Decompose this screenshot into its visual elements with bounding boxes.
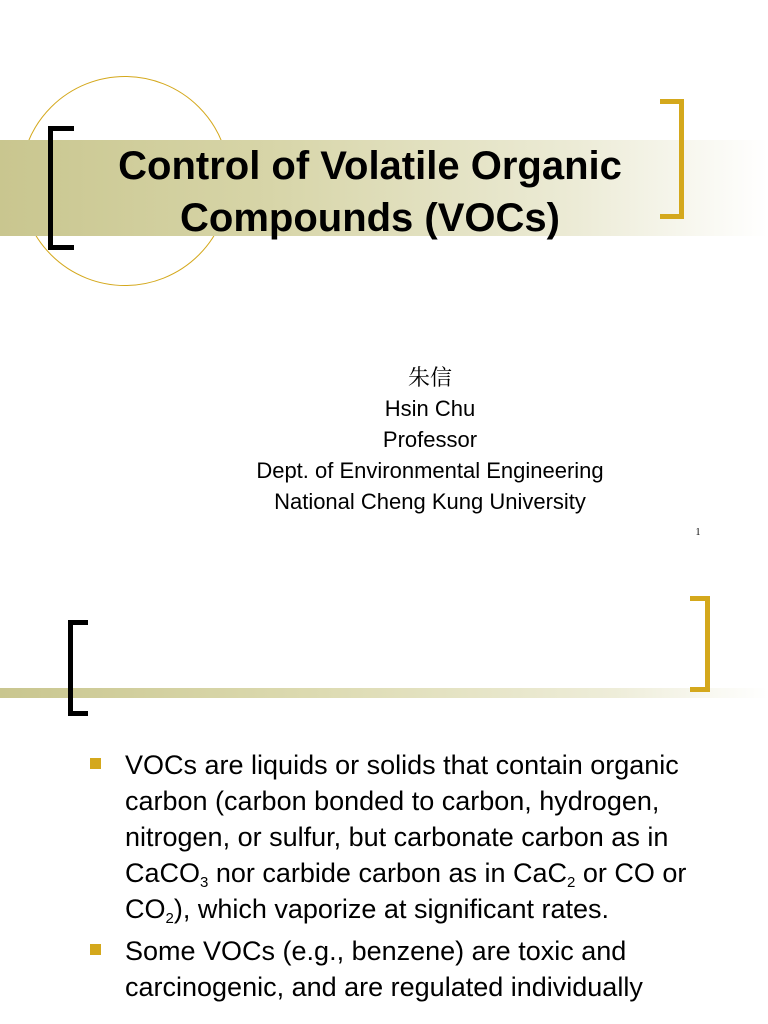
department: Dept. of Environmental Engineering <box>256 458 604 483</box>
square-bullet-icon <box>90 758 101 769</box>
content-slide <box>0 560 768 1024</box>
university: National Cheng Kung University <box>274 489 586 514</box>
left-bracket-decoration <box>68 620 88 716</box>
page-number: 1 <box>695 527 701 538</box>
title-line-2: Compounds (VOCs) <box>180 196 560 240</box>
author-title: Professor <box>382 427 478 452</box>
bullet-text: Some VOCs (e.g., benzene) are toxic and carcinogenic, and are regulated individually <box>125 936 643 1002</box>
bullet-item <box>86 747 726 927</box>
header-band <box>0 688 768 698</box>
author-block <box>180 362 680 517</box>
bullet-list <box>86 747 726 1011</box>
bullet-item <box>86 933 726 1005</box>
author-chinese-name: 朱信 <box>407 365 452 390</box>
square-bullet-icon <box>90 944 101 955</box>
title-line-1: Control of Volatile Organic <box>118 144 622 188</box>
author-name: Hsin Chu <box>384 396 476 421</box>
slide-title <box>70 140 670 244</box>
bullet-text: VOCs are liquids or solids that contain organic carbon (carbon bonded to carbon, hydrogen, nitrogen, or sulfur, but carbonate carbon as in CaCO$_3$ nor carbide carbon as in CaC$_2$ or CO or $CO_2$), which vaporize at significant rates. <box>125 750 687 927</box>
right-bracket-decoration <box>690 596 710 692</box>
